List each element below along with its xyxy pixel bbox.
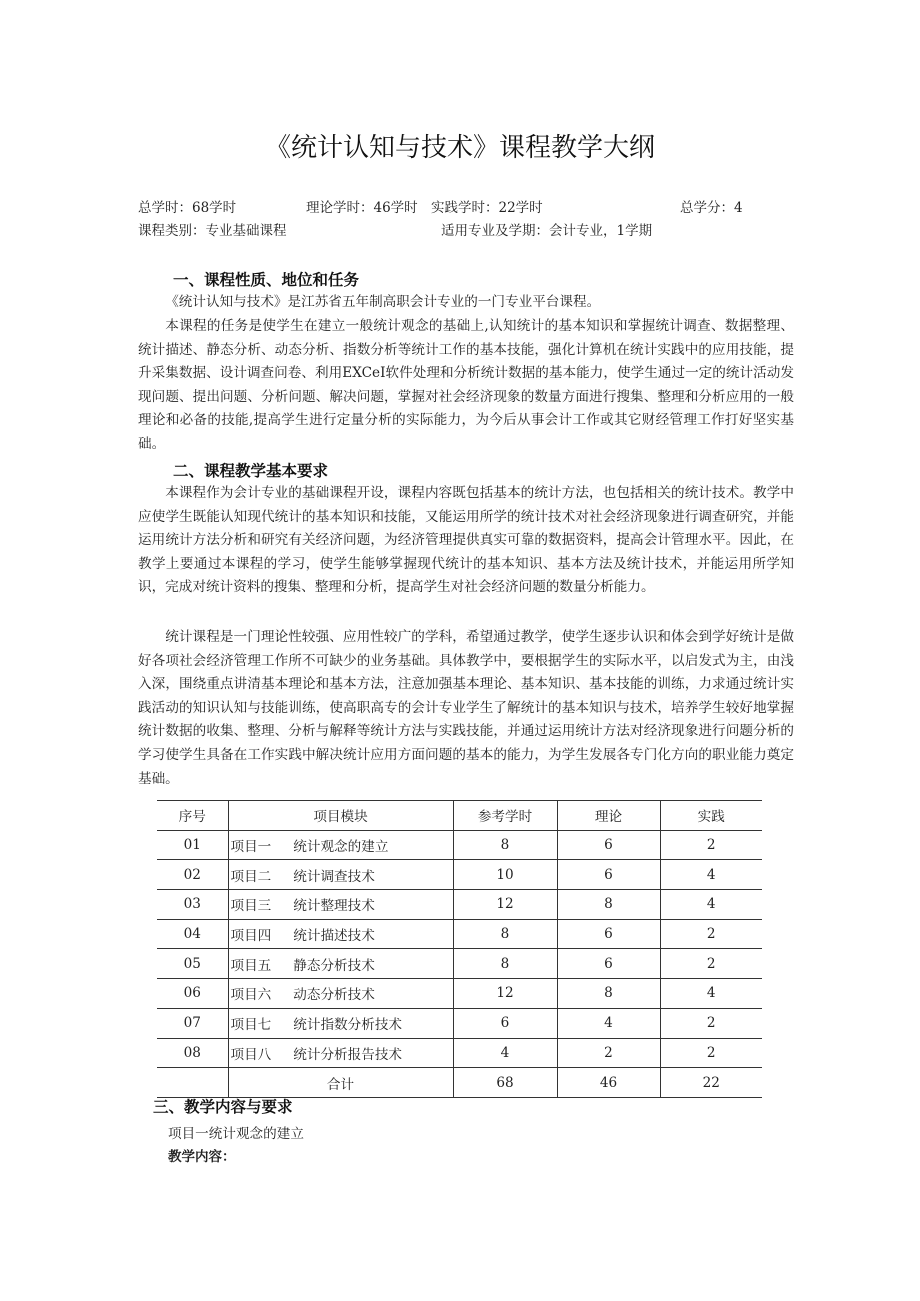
row-module [228,890,453,920]
row-no: 07 [157,1008,228,1038]
row-hours: 12 [453,890,557,920]
table-row [157,860,762,890]
header-hours: 参考学时 [453,801,557,831]
table-row [157,919,762,949]
total-hours: 总学时：68学时 [138,200,237,216]
hours-table [157,800,762,1098]
applicable-major: 适用专业及学期：会计专业，1学期 [441,223,653,239]
module-name: 统计观念的建立 [293,839,389,856]
header-no: 序号 [157,801,228,831]
module-name: 统计描述技术 [293,928,375,945]
section-3-sub-item: 项目一统计观念的建立 [168,1126,304,1142]
table-row [157,830,762,860]
module-item: 项目五 [230,957,272,974]
section-2-paragraph-1: 本课程作为会计专业的基础课程开设，课程内容既包括基本的统计方法，也包括相关的统计技术。教学中应使学生既能认知现代统计的基本知识和技能，又能运用所学的统计技术对社会经济现象进行调查研究，并能运用统计方法分析和研究有关经济问题，为经济管理提供真实可靠的数据资料，提高会计管理水平。因此，在教学上要通过本课程的学习，使学生能够掌握现代统计的基本知识、基本方法及统计技术，并能运用所学知识，完成对统计资料的搜集、整理和分析，提高学生对社会经济问题的数量分析能力。 [138,485,794,596]
row-module [228,830,453,860]
row-theory: 8 [557,979,660,1009]
module-name: 静态分析技术 [293,957,375,974]
table-row [157,1008,762,1038]
module-item: 项目一 [230,839,272,856]
row-theory: 6 [557,830,660,860]
section-2-heading: 二、课程教学基本要求 [173,462,329,480]
section-3-heading: 三、教学内容与要求 [153,1098,293,1116]
row-no: 03 [157,890,228,920]
module-name: 统计整理技术 [293,898,375,915]
row-hours: 4 [453,1038,557,1068]
row-hours: 6 [453,1008,557,1038]
theory-hours: 理论学时：46学时 [306,200,418,216]
table-row [157,979,762,1009]
row-no: 08 [157,1038,228,1068]
row-hours: 12 [453,979,557,1009]
section-1-paragraph: 本课程的任务是使学生在建立一般统计观念的基础上,认知统计的基本知识和掌握统计调查、数据整理、统计描述、静态分析、动态分析、指数分析等统计工作的基本技能，强化计算机在统计实践中的应用技能，提升采集数据、设计调查问卷、利用EXCeI软件处理和分析统计数据的基本能力，使学生通过一定的统计活动发现问题、提出问题、分析问题、解决问题，掌握对社会经济现象的数量方面进行搜集、整理和分析应用的一般理论和必备的技能,提高学生进行定量分析的实际能力，为今后从事会计工作或其它财经管理工作打好坚实基础。 [138,318,794,452]
module-item: 项目八 [230,1046,272,1063]
row-hours: 8 [453,949,557,979]
total-theory-value: 46 [557,1068,660,1098]
header-module: 项目模块 [228,801,453,831]
row-practice: 4 [660,979,762,1009]
row-hours: 8 [453,830,557,860]
module-name: 统计调查技术 [293,868,375,885]
section-1-heading: 一、课程性质、地位和任务 [173,271,360,289]
row-no: 05 [157,949,228,979]
total-credits: 总学分：4 [680,200,743,216]
row-practice: 2 [660,919,762,949]
row-practice: 2 [660,949,762,979]
document-title: 《统计认知与技术》课程教学大纲 [264,133,655,163]
row-no: 04 [157,919,228,949]
module-name: 统计指数分析技术 [293,1017,403,1034]
row-module [228,979,453,1009]
row-module [228,919,453,949]
module-name: 统计分析报告技术 [293,1046,403,1063]
table-total-row [157,1068,762,1098]
row-hours: 10 [453,860,557,890]
total-label: 合计 [228,1068,453,1098]
row-practice: 4 [660,890,762,920]
module-item: 项目二 [230,868,272,885]
row-module [228,860,453,890]
table-header-row [157,801,762,831]
row-no: 02 [157,860,228,890]
section-1-intro: 《统计认知与技术》是江苏省五年制高职会计专业的一门专业平台课程。 [165,294,601,310]
header-practice: 实践 [660,801,762,831]
row-theory: 6 [557,860,660,890]
row-practice: 2 [660,1008,762,1038]
course-category: 课程类别：专业基础课程 [138,223,287,239]
row-hours: 8 [453,919,557,949]
row-theory: 4 [557,1008,660,1038]
table-row [157,949,762,979]
table-row [157,890,762,920]
row-theory: 6 [557,949,660,979]
row-module [228,949,453,979]
section-3-content-label: 教学内容： [168,1149,236,1165]
module-name: 动态分析技术 [293,987,375,1004]
header-theory: 理论 [557,801,660,831]
module-item: 项目六 [230,987,272,1004]
row-module [228,1008,453,1038]
module-item: 项目四 [230,928,272,945]
total-no-empty [157,1068,228,1098]
row-no: 01 [157,830,228,860]
row-practice: 2 [660,830,762,860]
row-theory: 6 [557,919,660,949]
row-theory: 2 [557,1038,660,1068]
row-module [228,1038,453,1068]
practice-hours: 实践学时：22学时 [431,200,543,216]
section-2-paragraph-2: 统计课程是一门理论性较强、应用性较广的学科，希望通过教学，使学生逐步认识和体会到学好统计是做好各项社会经济管理工作所不可缺少的业务基础。具体教学中，要根据学生的实际水平，以启发式为主，由浅入深，围绕重点讲清基本理论和基本方法，注意加强基本理论、基本知识、基本技能的训练，力求通过统计实践活动的知识认知与技能训练，使高职高专的会计专业学生了解统计的基本知识与技术，培养学生较好地掌握统计数据的收集、整理、分析与解释等统计方法与实践技能，并通过运用统计方法对经济现象进行问题分析的学习使学生具备在工作实践中解决统计应用方面问题的基本的能力，为学生发展各专门化方向的职业能力奠定基础。 [138,629,794,787]
row-practice: 2 [660,1038,762,1068]
row-theory: 8 [557,890,660,920]
module-item: 项目七 [230,1017,272,1034]
table-row [157,1038,762,1068]
row-no: 06 [157,979,228,1009]
total-hours-value: 68 [453,1068,557,1098]
total-practice-value: 22 [660,1068,762,1098]
module-item: 项目三 [230,898,272,915]
row-practice: 4 [660,860,762,890]
